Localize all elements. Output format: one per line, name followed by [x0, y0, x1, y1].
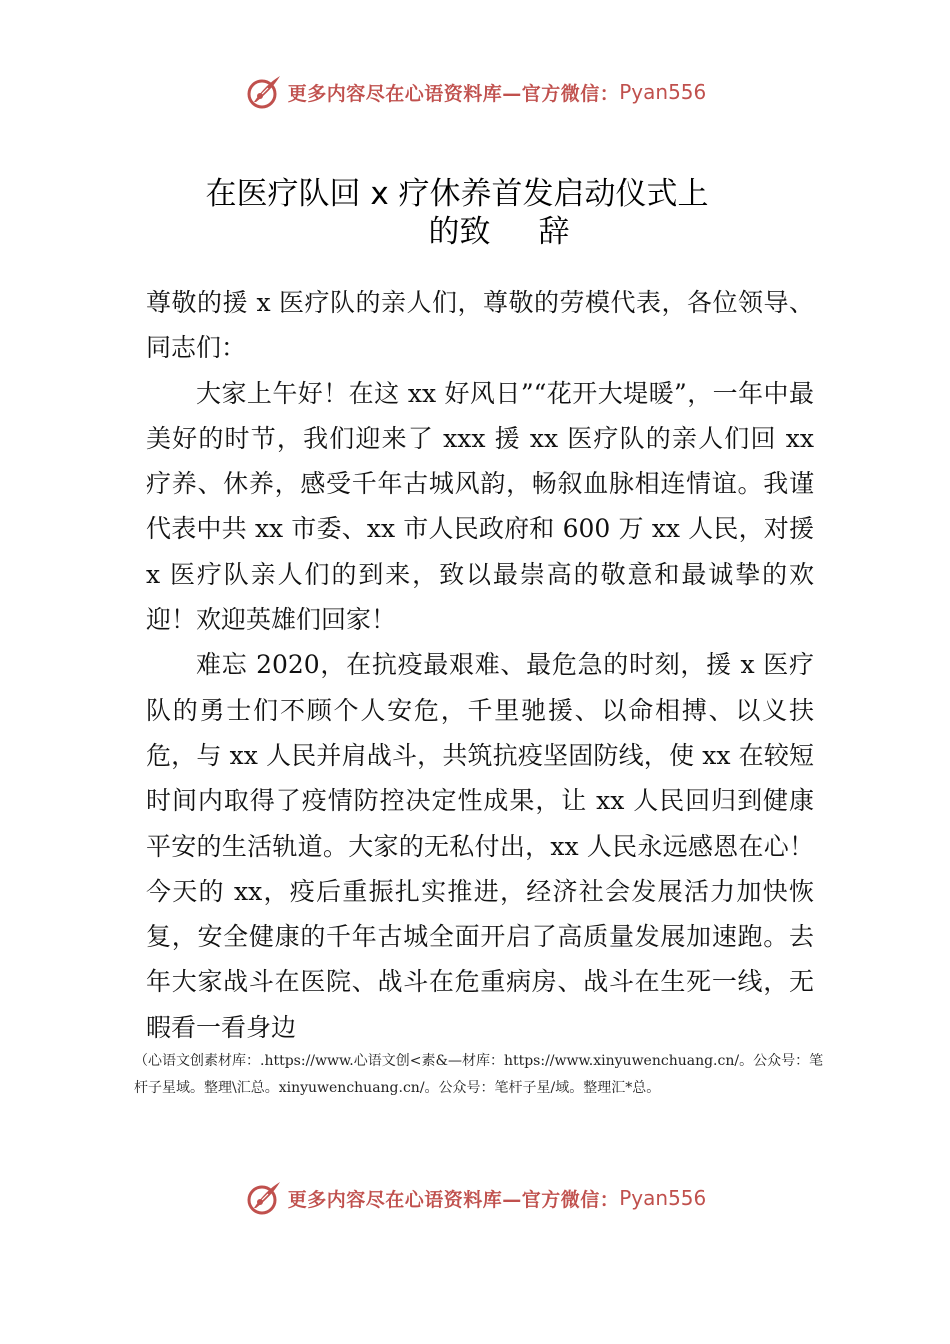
header-banner-text: 更多内容尽在心语资料库—官方微信： [287, 82, 620, 105]
source-footnote: （心语文创素材库：.https://www.心语文创<素&—材库：https://www.xinyuwenchuang.cn/。公众号：笔杆子星域。整理\汇总。xinyuwenchuang.cn/。公众号：笔杆子星/域。整理汇*总。 [134, 1053, 824, 1096]
footer-banner-text: 更多内容尽在心语资料库—官方微信： [287, 1188, 620, 1211]
quill-logo-icon [244, 1178, 284, 1218]
page-title-line1: 在医疗队回 x 疗休养首发启动仪式上 [205, 176, 709, 212]
speech-body [146, 280, 814, 1050]
paragraph-1: 大家上午好！在这 xx 好风日”“花开大堤暖”，一年中最美好的时节，我们迎来了 xxx 援 xx 医疗队的亲人们回 xx 疗养、休养，感受千年古城风韵，畅叙血脉相连情谊。我谨代表中共 xx 市委、xx 市人民政府和 600 万 xx 人民，对援 x 医疗队亲人们的到来，致以最崇高的敬意和最诚挚的欢迎！欢迎英雄们回家！ [146, 378, 814, 635]
paragraph-2: 难忘 2020，在抗疫最艰难、最危急的时刻，援 x 医疗队的勇士们不顾个人安危，千里驰援、以命相搏、以义扶危，与 xx 人民并肩战斗，共筑抗疫坚固防线，使 xx 在较短时间内取得了疫情防控决定性成果，让 xx 人民回归到健康平安的生活轨道。大家的无私付出，xx 人民永远感恩在心！今天的 xx，疫后重振扎实推进，经济社会发展活力加快恢复，安全健康的千年古城全面开启了高质量发展加速跑。去年大家战斗在医院、战斗在危重病房、战斗在生死一线，无暇看一看身边 [146, 650, 814, 1042]
salutation: 尊敬的援 x 医疗队的亲人们，尊敬的劳模代表，各位领导、同志们： [146, 288, 814, 363]
footer-banner-wechat-id: Pyan556 [619, 1186, 707, 1210]
quill-logo-icon [244, 72, 284, 112]
footer-banner [0, 1176, 950, 1220]
page-title-line2 [24, 206, 950, 251]
header-banner-wechat-id: Pyan556 [619, 80, 707, 104]
page-title-line2-part1: 的致 [428, 214, 491, 250]
header-banner [0, 70, 950, 114]
page-title-line2-part2: 辞 [538, 214, 570, 250]
